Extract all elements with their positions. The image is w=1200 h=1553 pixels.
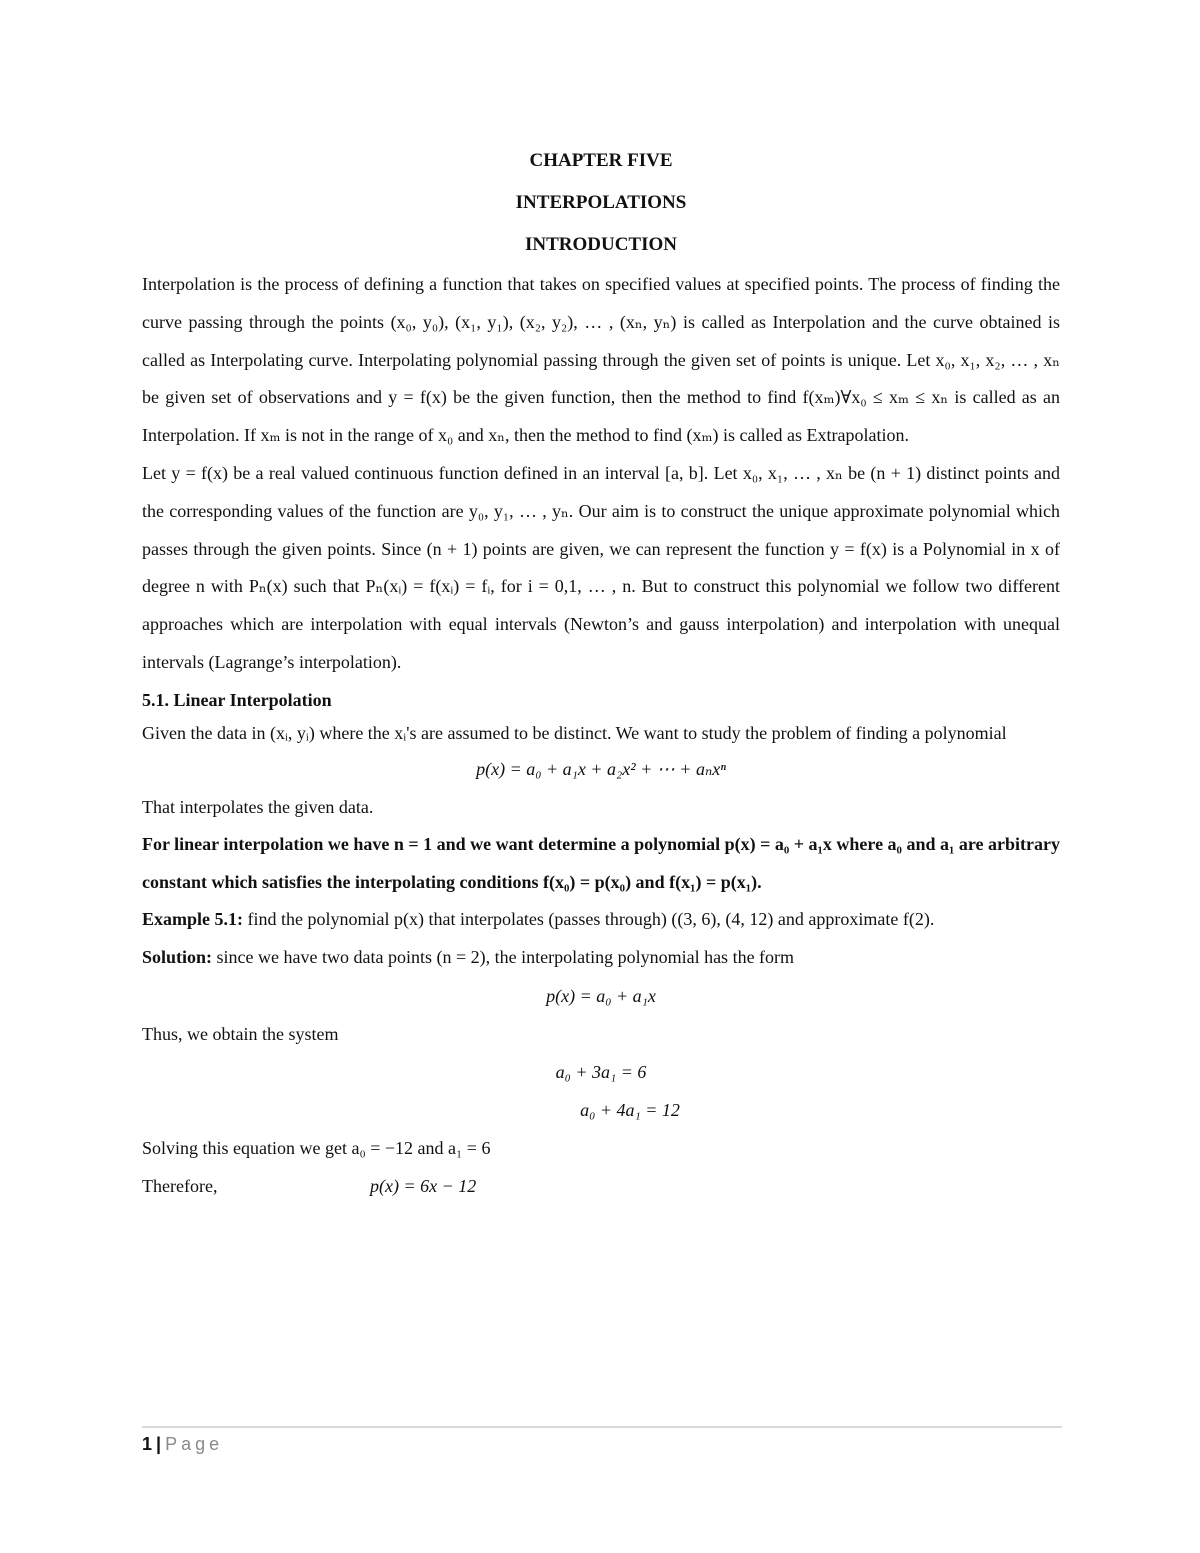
chapter-heading: CHAPTER FIVE <box>529 150 673 171</box>
page-number: 1 <box>142 1434 153 1454</box>
footer-separator: | <box>156 1434 162 1454</box>
page-label: Page <box>165 1434 224 1454</box>
solution-text: since we have two data points (n = 2), the interpolating polynomial has the form <box>212 947 795 968</box>
therefore-label: Therefore, <box>142 1175 218 1196</box>
intro-paragraph: Interpolation is the process of defining a function that takes on specified values at specified points. The process of finding the curve passing through the points (x₀, y₀), (x₁, y₁), (x₂, y₂), … , (xₙ, yₙ) is called as Interpolation and the curve obtained is called as Interpolating curve. Interpolating polynomial passing through the given set of points is unique. Let x₀, x₁, x₂, … , xₙ be given set of observations and y = f(x) be the given function, then the method to find f(xₘ)∀x₀ ≤ xₘ ≤ xₙ is called as an Interpolation. If xₘ is not in the range of x₀ and xₙ, then the method to find (xₘ) is called as Extrapolation. <box>142 274 1060 446</box>
second-paragraph: Let y = f(x) be a real valued continuous function defined in an interval [a, b]. Let x₀, x₁, … , xₙ be (n + 1) distinct points and the corresponding values of the function are y₀, y₁, … , yₙ. Our aim is to construct the unique approximate polynomial which passes through the given points. Since (n + 1) points are given, we can represent the function y = f(x) is a Polynomial in x of degree n with Pₙ(x) such that Pₙ(xᵢ) = f(xᵢ) = fᵢ, for i = 0,1, … , n. But to construct this polynomial we follow two different approaches which are interpolation with equal intervals (Newton’s and gauss interpolation) and interpolation with unequal intervals (Lagrange’s interpolation). <box>142 462 1060 672</box>
page-footer <box>142 1430 223 1458</box>
example-paragraph <box>142 901 1060 939</box>
solution-label: Solution: <box>142 947 213 968</box>
solution-paragraph <box>142 939 1060 977</box>
system-equation-2: a₀ + 4a₁ = 12 <box>580 1099 680 1120</box>
polynomial-equation: p(x) = a₀ + a₁x + a₂x² + ⋯ + aₙxⁿ <box>476 758 726 779</box>
linear-interpolation-paragraph: For linear interpolation we have n = 1 and we want determine a polynomial p(x) = a₀ + a₁x where a₀ and a₁ are arbitrary constant which satisfies the interpolating conditions f(x₀) = p(x₀) and f(x₁) = p(x₁). <box>142 833 1060 892</box>
interpolates-line: That interpolates the given data. <box>142 796 374 817</box>
section-title: 5.1. Linear Interpolation <box>142 689 332 710</box>
system-line: Thus, we obtain the system <box>142 1023 339 1044</box>
solving-line: Solving this equation we get a₀ = −12 and a₁ = 6 <box>142 1137 491 1158</box>
therefore-line <box>142 1167 1060 1205</box>
footer-divider <box>142 1426 1062 1428</box>
page-content <box>142 140 1060 1205</box>
form-equation: p(x) = a₀ + a₁x <box>546 985 656 1006</box>
given-paragraph: Given the data in (xᵢ, yᵢ) where the xᵢ's are assumed to be distinct. We want to study the problem of finding a polynomial <box>142 722 1007 743</box>
therefore-equation: p(x) = 6x − 12 <box>370 1175 477 1196</box>
system-equation-1: a₀ + 3a₁ = 6 <box>555 1061 647 1082</box>
intro-heading: INTRODUCTION <box>524 234 678 255</box>
example-text: find the polynomial p(x) that interpolates (passes through) ((3, 6), (4, 12) and approximate f(2). <box>243 909 935 930</box>
title-heading: INTERPOLATIONS <box>515 192 687 213</box>
example-label: Example 5.1: <box>142 909 243 930</box>
